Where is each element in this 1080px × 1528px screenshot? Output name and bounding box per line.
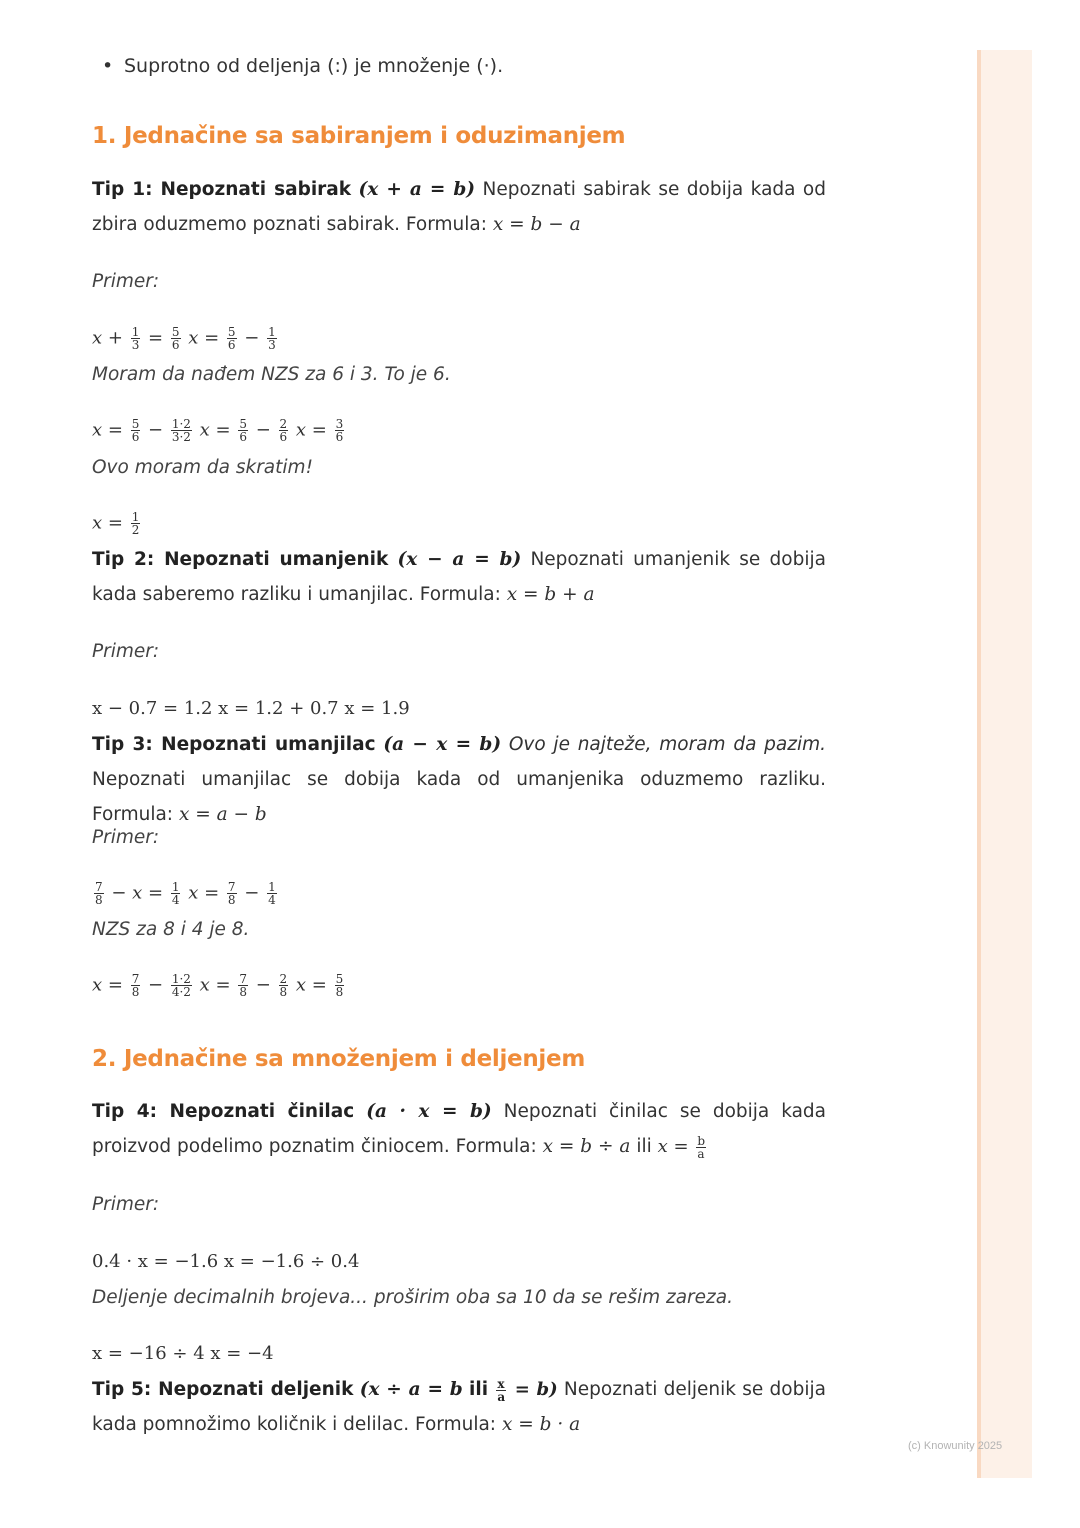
tip2-paragraph <box>92 542 826 612</box>
equation-text: − <box>238 327 266 349</box>
fraction <box>496 1378 506 1403</box>
equation-text: x = <box>92 974 129 996</box>
fraction-numerator: 2 <box>279 972 288 986</box>
tip5-condition-2 <box>494 1376 558 1404</box>
tip1-title: Tip 1: Nepoznati sabirak <box>92 179 352 200</box>
equation-text: − x = <box>105 882 169 904</box>
equation-text: x = <box>92 419 129 441</box>
fraction-denominator: 8 <box>95 893 103 907</box>
tip4-note-1: Deljenje decimalnih brojeva... proširim oba sa 10 da se rešim zareza. <box>92 1287 733 1308</box>
tip1-text: Nepoznati sabirak se dobija kada od zbira oduzmemo poznati sabirak. Formula: <box>92 179 826 235</box>
section-heading-1: 1. Jednačine sa sabiranjem i oduzimanjem <box>92 123 626 149</box>
equation-text: x = <box>657 1136 695 1157</box>
fraction-numerator: b <box>697 1133 705 1148</box>
fraction-numerator: 5 <box>335 972 344 986</box>
equation-text: − <box>250 419 277 441</box>
tip3-equation-1 <box>92 881 826 906</box>
fraction <box>335 418 345 443</box>
tip3-condition: (a − x = b) <box>383 734 502 755</box>
fraction-numerator: 1·2 <box>171 417 191 431</box>
fraction <box>335 973 345 998</box>
equation-text: = b) <box>508 1379 558 1400</box>
equation-text: x = <box>182 327 225 349</box>
fraction-numerator: 1 <box>171 880 180 894</box>
tip1-equation-2 <box>92 418 826 443</box>
tip5-condition-1: (x ÷ a = b <box>359 1379 463 1400</box>
fraction-numerator: 7 <box>239 972 247 986</box>
fraction-numerator: 5 <box>227 325 236 339</box>
fraction-denominator: 6 <box>131 430 140 444</box>
fraction <box>279 418 289 443</box>
fraction <box>131 326 141 351</box>
right-margin-panel <box>977 50 1032 1478</box>
equation-text: x = <box>290 974 333 996</box>
fraction <box>238 418 248 443</box>
equation-text: x = <box>92 512 129 534</box>
fraction-denominator: 8 <box>131 985 140 999</box>
tip1-equation-1 <box>92 326 826 351</box>
tip3-paragraph <box>92 727 826 832</box>
fraction <box>171 973 192 998</box>
fraction-denominator: a <box>697 1146 705 1161</box>
equation-text: x = <box>290 419 333 441</box>
fraction-denominator: 4 <box>171 893 180 907</box>
equation-text: − <box>238 882 266 904</box>
fraction-denominator: 6 <box>227 338 236 352</box>
tip4-ili: ili <box>636 1136 652 1157</box>
tip4-formula-fraction <box>657 1133 708 1161</box>
fraction <box>171 881 181 906</box>
fraction <box>94 881 104 906</box>
tip4-primer-label: Primer: <box>92 1194 160 1215</box>
fraction-numerator: x <box>497 1376 505 1391</box>
margin-divider <box>977 50 981 1478</box>
fraction-numerator: 5 <box>239 417 247 431</box>
fraction-denominator: 6 <box>239 430 247 444</box>
bullet-dot: • <box>102 55 114 77</box>
tip4-title: Tip 4: Nepoznati činilac <box>92 1101 355 1122</box>
fraction-numerator: 7 <box>227 880 236 894</box>
equation-text: − <box>142 419 169 441</box>
tip1-note-1: Moram da nađem NZS za 6 i 3. To je 6. <box>92 364 451 385</box>
tip4-equation-2: x = −16 ÷ 4 x = −4 <box>92 1343 274 1364</box>
tip1-condition: (x + a = b) <box>358 179 476 200</box>
fraction-numerator: 5 <box>171 325 180 339</box>
fraction <box>279 973 289 998</box>
tip3-formula: x = a − b <box>178 804 267 825</box>
tip5-text: Nepoznati deljenik se dobija kada pomnožimo količnik i delilac. Formula: <box>92 1379 826 1435</box>
fraction-numerator: 1 <box>131 325 140 339</box>
fraction-denominator: 6 <box>279 430 288 444</box>
fraction-denominator: 4 <box>268 893 276 907</box>
equation-text: − <box>142 974 169 996</box>
tip3-note-1: NZS za 8 i 4 je 8. <box>92 919 250 940</box>
fraction-numerator: 1 <box>131 510 140 524</box>
fraction-numerator: 7 <box>95 880 103 894</box>
bullet-text: Suprotno od deljenja (:) je množenje (·). <box>124 55 504 77</box>
tip2-equation: x − 0.7 = 1.2 x = 1.2 + 0.7 x = 1.9 <box>92 698 410 719</box>
fraction-numerator: 7 <box>131 972 140 986</box>
fraction-numerator: 3 <box>335 417 344 431</box>
fraction <box>696 1135 706 1160</box>
equation-text: − <box>250 974 277 996</box>
tip2-formula: x = b + a <box>506 584 595 605</box>
tip1-formula: x = b − a <box>492 214 581 235</box>
tip2-primer-label: Primer: <box>92 641 160 662</box>
fraction-denominator: 8 <box>227 893 236 907</box>
tip2-title: Tip 2: Nepoznati umanjenik <box>92 549 389 570</box>
watermark: (c) Knowunity 2025 <box>908 1440 1003 1452</box>
tip4-formula: x = b ÷ a <box>542 1136 631 1157</box>
tip3-primer-label: Primer: <box>92 827 160 848</box>
fraction-denominator: 3 <box>268 338 276 352</box>
tip4-condition: (a · x = b) <box>366 1101 492 1122</box>
tip4-paragraph <box>92 1094 826 1164</box>
tip5-ili: ili <box>469 1379 489 1400</box>
equation-text: x = <box>193 974 237 996</box>
fraction-denominator: 8 <box>335 985 344 999</box>
equation-text: x + <box>92 327 129 349</box>
tip2-text: Nepoznati umanjenik se dobija kada saberemo razliku i umanjilac. Formula: <box>92 549 826 605</box>
fraction-denominator: 6 <box>171 338 180 352</box>
tip5-formula: x = b · a <box>501 1414 581 1435</box>
fraction-denominator: 3·2 <box>171 430 191 444</box>
section-heading-2: 2. Jednačine sa množenjem i deljenjem <box>92 1046 585 1072</box>
fraction-denominator: 2 <box>131 523 140 537</box>
tip1-primer-label: Primer: <box>92 271 160 292</box>
fraction <box>238 973 248 998</box>
fraction-numerator: 1 <box>268 880 276 894</box>
tip5-title: Tip 5: Nepoznati deljenik <box>92 1379 354 1400</box>
tip3-title: Tip 3: Nepoznati umanjilac <box>92 734 376 755</box>
fraction-denominator: 4·2 <box>171 985 191 999</box>
equation-text: x = <box>193 419 237 441</box>
tip3-equation-2 <box>92 973 826 998</box>
equation-text: x = <box>182 882 225 904</box>
tip4-equation-1: 0.4 · x = −1.6 x = −1.6 ÷ 0.4 <box>92 1251 360 1272</box>
fraction-numerator: 2 <box>279 417 288 431</box>
fraction <box>227 326 237 351</box>
equation-text: = <box>142 327 169 349</box>
fraction-denominator: a <box>497 1389 506 1404</box>
fraction <box>171 418 192 443</box>
fraction-numerator: 1·2 <box>171 972 191 986</box>
fraction <box>131 511 141 536</box>
tip5-paragraph <box>92 1372 826 1442</box>
tip1-note-2: Ovo moram da skratim! <box>92 457 313 478</box>
tip4-text: Nepoznati činilac se dobija kada proizvod podelimo poznatim činiocem. Formula: <box>92 1101 827 1157</box>
fraction <box>267 326 277 351</box>
tip2-condition: (x − a = b) <box>397 549 522 570</box>
fraction <box>131 973 141 998</box>
tip1-equation-3 <box>92 511 826 536</box>
fraction-denominator: 3 <box>131 338 140 352</box>
tip3-text: Nepoznati umanjilac se dobija kada od umanjenika oduzmemo razliku. Formula: <box>92 769 826 825</box>
fraction-denominator: 6 <box>335 430 344 444</box>
tip1-paragraph <box>92 172 826 242</box>
fraction-denominator: 8 <box>239 985 247 999</box>
fraction <box>267 881 277 906</box>
tip3-italic-note: Ovo je najteže, moram da pazim. <box>508 734 826 755</box>
fraction <box>227 881 237 906</box>
fraction <box>131 418 141 443</box>
fraction-numerator: 1 <box>268 325 276 339</box>
fraction <box>171 326 181 351</box>
fraction-denominator: 8 <box>279 985 288 999</box>
fraction-numerator: 5 <box>131 417 140 431</box>
